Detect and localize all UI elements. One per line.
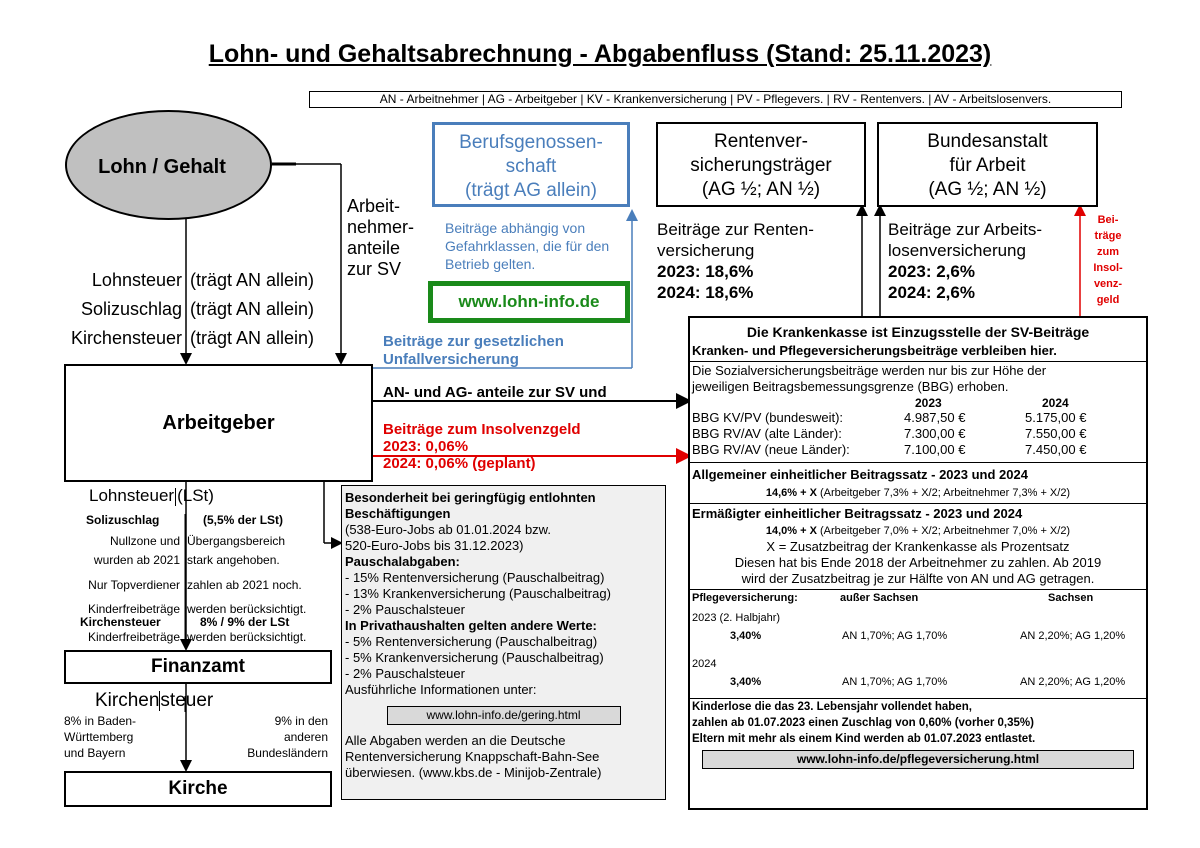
kist-right-line: 9% in den	[274, 714, 328, 728]
bbg-row	[690, 410, 1146, 426]
bbg-value-2023: 4.987,50 €	[904, 410, 966, 425]
pv-2024-label: 2024	[692, 658, 717, 670]
kist-left-note	[64, 713, 136, 761]
bg-desc-line: Betrieb gelten.	[445, 256, 536, 272]
bbg-intro	[690, 363, 1146, 395]
kirche-box: Kirche	[64, 771, 332, 807]
unfall-line: Beiträge zur gesetzlichen	[383, 333, 564, 350]
privat-item: - 5% Krankenversicherung (Pauschalbeitrag)	[345, 650, 604, 665]
insolvenz-flow-label	[383, 421, 581, 472]
bbg-row-label: BBG KV/PV (bundesweit):	[692, 410, 844, 425]
kirchensteuer-heading	[95, 690, 213, 712]
insolvenz-part: geld	[1096, 294, 1120, 306]
rv-contribution	[657, 219, 814, 303]
ba-title-line: Bundesanstalt	[927, 131, 1048, 152]
tax-row-lohnsteuer	[60, 266, 335, 295]
pv-2023-ausser-sachsen: AN 1,70%; AG 1,70%	[842, 630, 948, 642]
pv-2024-ausser-sachsen: AN 1,70%; AG 1,70%	[842, 676, 948, 688]
erm-detail: (Arbeitgeber 7,0% + X/2; Arbeitnehmer 7,0% + X/2)	[820, 525, 1071, 537]
bbg-year-2024: 2024	[1042, 396, 1069, 410]
bbg-value-2023: 7.300,00 €	[904, 426, 966, 441]
pv-2024-rate: 3,40%	[730, 676, 762, 688]
soli-note-left: Nur Topverdiener	[88, 578, 180, 592]
arbeitgeber-box: Arbeitgeber	[64, 364, 373, 482]
pauschal-item: - 13% Krankenversicherung (Pauschalbeitrag)	[345, 586, 611, 601]
rv-title-line: (AG ½; AN ½)	[701, 179, 821, 200]
lohnsteuer-heading	[89, 486, 214, 506]
erm-rate-line	[690, 525, 1146, 537]
kirchen-part: Kirchen	[95, 690, 160, 711]
tax-note: (trägt AN allein)	[190, 299, 315, 319]
allg-rate-line	[690, 487, 1146, 499]
pauschal-item: - 15% Rentenversicherung (Pauschalbeitrag)	[345, 570, 605, 585]
ba-desc-line: Beiträge zur Arbeits-	[888, 220, 1043, 239]
pv-link[interactable]: www.lohn-info.de/pflegeversicherung.html	[702, 750, 1134, 769]
minijob-title	[345, 490, 662, 522]
zusatz-note	[690, 539, 1146, 587]
tax-name: Kirchensteuer	[70, 328, 182, 348]
bg-title-line: (trägt AG allein)	[465, 180, 597, 201]
bbg-value-2024: 7.450,00 €	[1025, 442, 1087, 457]
zusatz-line: wird der Zusatzbeitrag je zur Hälfte von AN und AG getragen.	[741, 571, 1095, 586]
an-anteile-label	[347, 196, 414, 280]
an-anteile-line: zur SV	[347, 259, 402, 279]
pauschal-item: - 2% Pauschalsteuer	[345, 602, 465, 617]
kist-right-line: Bundesländern	[247, 746, 328, 760]
pv-2023-label: 2023 (2. Halbjahr)	[692, 612, 781, 624]
pv-2023-rate: 3,40%	[730, 630, 762, 642]
lst-label: Lohnsteuer	[89, 486, 175, 505]
bbg-row-label: BBG RV/AV (neue Länder):	[692, 442, 850, 457]
minijob-date-line: (538-Euro-Jobs ab 01.01.2024 bzw.	[345, 522, 551, 537]
kist-note-right: werden berücksichtigt.	[187, 630, 307, 644]
bbg-table	[690, 410, 1146, 458]
lohn-gehalt-node	[65, 110, 272, 220]
tax-note: (trägt AN allein)	[190, 270, 315, 290]
bg-description	[445, 219, 609, 273]
kk-header-1: Die Krankenkasse ist Einzugsstelle der SV-Beiträge	[746, 324, 1090, 340]
sv-flow-label: AN- und AG- anteile zur SV und	[383, 384, 607, 401]
pv-section	[690, 590, 1146, 698]
privat-item: - 5% Rentenversicherung (Pauschalbeitrag)	[345, 634, 598, 649]
insolvenz-part: träge	[1094, 230, 1122, 242]
kist-rate: 8% / 9% der LSt	[200, 615, 290, 629]
minijob-box	[341, 485, 666, 800]
rentenversicherung-box	[656, 122, 866, 207]
an-anteile-line: nehmer-	[347, 217, 415, 237]
ba-rate-2024: 2024: 2,6%	[888, 283, 975, 302]
rv-rate-2024: 2024: 18,6%	[657, 283, 754, 302]
insolvenzgeld-vertical-label	[1088, 212, 1128, 308]
rv-desc-line: Beiträge zur Renten-	[657, 220, 814, 239]
lst-abbr: (LSt)	[177, 486, 214, 505]
kinderlos-line: zahlen ab 01.07.2023 einen Zuschlag von 0,60% (vorher 0,35%)	[692, 717, 1034, 729]
bg-desc-line: Beiträge abhängig von	[445, 220, 586, 236]
pv-head-sachsen: Sachsen	[1048, 592, 1094, 604]
bg-title-line: schaft	[505, 156, 557, 177]
soli-label: Solizuschlag	[86, 513, 160, 527]
rv-title-line: sicherungsträger	[690, 155, 832, 176]
rv-title-line: Rentenver-	[714, 131, 808, 152]
soli-rate: (5,5% der LSt)	[203, 513, 284, 527]
soli-note-right: werden berücksichtigt.	[187, 602, 307, 616]
rv-desc-line: versicherung	[657, 241, 755, 260]
kk-header-2: Kranken- und Pflegeversicherungsbeiträge verbleiben hier.	[692, 343, 1057, 358]
minijob-footer-line: überwiesen. (www.kbs.de - Minijob-Zentrale)	[345, 765, 602, 780]
bbg-row	[690, 426, 1146, 442]
an-anteile-line: Arbeit-	[347, 196, 401, 216]
kist-left-line: und Bayern	[64, 746, 126, 760]
pv-head-label: Pflegeversicherung:	[692, 592, 798, 604]
finanzamt-box: Finanzamt	[64, 650, 332, 684]
pv-head-ausser-sachsen: außer Sachsen	[840, 592, 919, 604]
minijob-date-line: 520-Euro-Jobs bis 31.12.2023)	[345, 538, 524, 553]
bg-desc-line: Gefahrklassen, die für den	[445, 238, 610, 254]
info-label: Ausführliche Informationen unter:	[345, 682, 537, 697]
tax-list	[60, 266, 335, 353]
insolvenz-flow-line: 2023: 0,06%	[383, 438, 469, 455]
tax-row-kirchensteuer	[60, 324, 335, 353]
tax-note: (trägt AN allein)	[190, 328, 315, 348]
ba-desc-line: losenversicherung	[888, 241, 1026, 260]
kist-right-line: anderen	[283, 730, 328, 744]
kist-label: Kirchensteuer	[80, 615, 161, 629]
page-title: Lohn- und Gehaltsabrechnung - Abgabenfluss (Stand: 25.11.2023)	[208, 40, 992, 68]
tax-row-soli	[60, 295, 335, 324]
krankenkasse-box	[688, 316, 1148, 810]
soli-note-row	[60, 551, 330, 570]
privat-item: - 2% Pauschalsteuer	[345, 666, 465, 681]
gering-link[interactable]: www.lohn-info.de/gering.html	[387, 706, 621, 725]
soli-note-right: stark angehoben.	[187, 553, 280, 567]
soli-note-left: wurden ab 2021	[93, 553, 180, 567]
allg-title: Allgemeiner einheitlicher Beitragssatz - 2023 und 2024	[692, 467, 1028, 482]
bbg-year-header	[690, 395, 1146, 410]
kinderlos-line: Eltern mit mehr als einem Kind werden ab 01.07.2023 entlastet.	[692, 733, 1036, 745]
bbg-intro-line: jeweiligen Beitragsbemessungsgrenze (BBG) erhoben.	[692, 379, 1009, 394]
an-anteile-line: anteile	[347, 238, 401, 258]
bundesanstalt-box	[877, 122, 1098, 207]
minijob-footer-line: Alle Abgaben werden an die Deutsche	[345, 733, 566, 748]
unfall-label	[383, 333, 564, 369]
insolvenz-part: venz-	[1093, 278, 1123, 290]
minijob-footer-line: Rentenversicherung Knappschaft-Bahn-See	[345, 749, 600, 764]
bbg-value-2024: 5.175,00 €	[1025, 410, 1087, 425]
legend-text: AN - Arbeitnehmer | AG - Arbeitgeber | KV - Krankenversicherung | PV - Pflegevers. | RV - Rentenvers. | AV - Arbeitslosenvers.	[379, 92, 1052, 106]
kist-note	[60, 630, 330, 644]
allg-rate: 14,6% + X	[765, 487, 817, 499]
tax-name: Solizuschlag	[80, 299, 182, 319]
kist-left-line: 8% in Baden-	[64, 714, 137, 728]
berufsgenossenschaft-box	[432, 122, 630, 207]
insolvenz-part: zum	[1097, 246, 1119, 258]
ba-contribution	[888, 219, 1042, 303]
ba-title-line: für Arbeit	[949, 155, 1026, 176]
zusatz-line: X = Zusatzbeitrag der Krankenkasse als Prozentsatz	[766, 539, 1070, 554]
unfall-line: Unfallversicherung	[383, 351, 519, 368]
pv-2023-sachsen: AN 2,20%; AG 1,20%	[1020, 630, 1126, 642]
bbg-intro-line: Die Sozialversicherungsbeiträge werden nur bis zur Höhe der	[692, 363, 1047, 378]
allg-detail: (Arbeitgeber 7,3% + X/2; Arbeitnehmer 7,3% + X/2)	[820, 487, 1071, 499]
bbg-row	[690, 442, 1146, 458]
minijob-title-line: Beschäftigungen	[345, 506, 451, 521]
ba-rate-2023: 2023: 2,6%	[888, 262, 975, 281]
bbg-value-2024: 7.550,00 €	[1025, 426, 1087, 441]
lohn-info-link[interactable]: www.lohn-info.de	[428, 281, 630, 323]
insolvenz-part: Insol-	[1093, 262, 1123, 274]
soli-note-right: Übergangsbereich	[187, 534, 286, 548]
kist-note-left: Kinderfreibeträge	[87, 630, 180, 644]
insolvenz-part: Bei-	[1097, 214, 1119, 226]
bbg-year-2023: 2023	[915, 396, 942, 410]
tax-name: Lohnsteuer	[91, 270, 182, 290]
soli-note-right: zahlen ab 2021 noch.	[187, 578, 302, 592]
soli-note-row	[60, 532, 330, 551]
bbg-row-label: BBG RV/AV (alte Länder):	[692, 426, 842, 441]
insolvenz-flow-line: Beiträge zum Insolvenzgeld	[383, 421, 581, 438]
bg-title-line: Berufsgenossen-	[459, 132, 603, 153]
soli-notes	[60, 532, 330, 619]
kist-left-line: Württemberg	[64, 730, 134, 744]
soli-note-left: Nullzone und	[109, 534, 180, 548]
soli-note-left: Kinderfreibeträge	[87, 602, 180, 616]
minijob-title-line: Besonderheit bei geringfügig entlohnten	[345, 490, 596, 505]
kist-right-note	[210, 713, 328, 761]
pauschal-heading: Pauschalabgaben:	[345, 554, 460, 569]
bbg-value-2023: 7.100,00 €	[904, 442, 966, 457]
kinderlos-line: Kinderlose die das 23. Lebensjahr vollendet haben,	[692, 701, 972, 713]
erm-title: Ermäßigter einheitlicher Beitragssatz - 2023 und 2024	[692, 506, 1023, 521]
zusatz-line: Diesen hat bis Ende 2018 der Arbeitnehmer zu zahlen. Ab 2019	[734, 555, 1102, 570]
pv-2024-sachsen: AN 2,20%; AG 1,20%	[1020, 676, 1126, 688]
erm-rate: 14,0% + X	[765, 525, 817, 537]
kinderlos-note	[690, 699, 1146, 747]
ba-title-line: (AG ½; AN ½)	[928, 179, 1047, 200]
steuer-part: steuer	[160, 690, 214, 711]
soli-note-row	[60, 576, 330, 595]
privathaushalt-heading: In Privathaushalten gelten andere Werte:	[345, 618, 597, 633]
lohn-gehalt-label: Lohn / Gehalt	[98, 156, 226, 178]
rv-rate-2023: 2023: 18,6%	[657, 262, 754, 281]
insolvenz-flow-line: 2024: 0,06% (geplant)	[383, 455, 536, 472]
